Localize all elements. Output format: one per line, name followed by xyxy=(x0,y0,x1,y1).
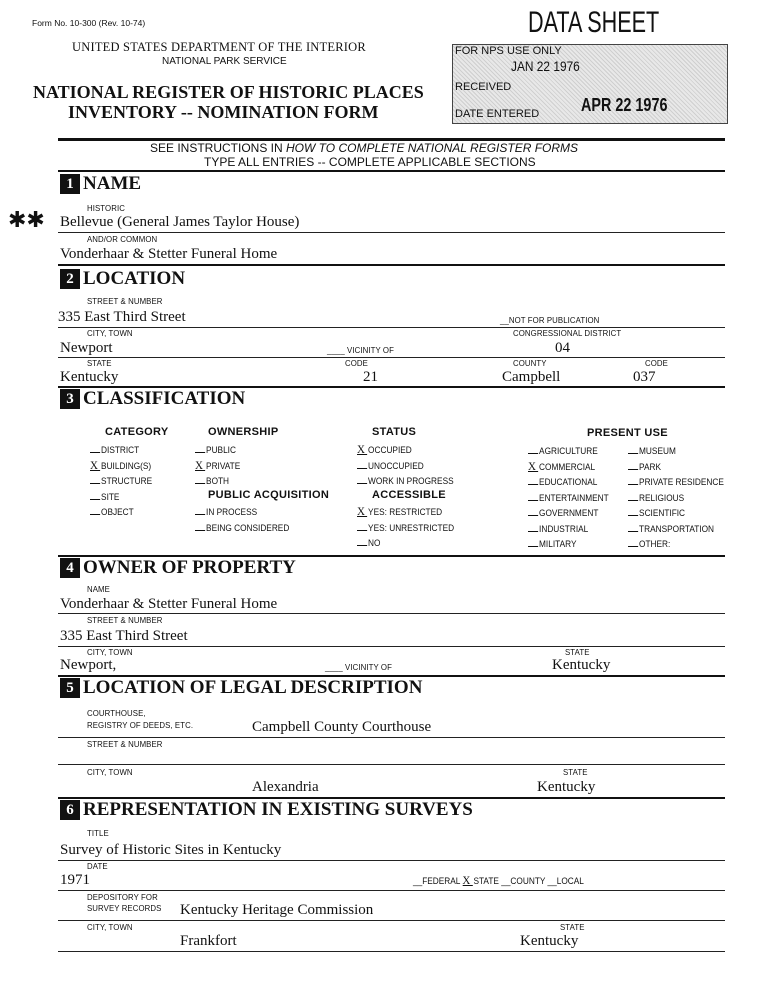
common-label: AND/OR COMMON xyxy=(87,234,158,244)
form-title-line2: INVENTORY -- NOMINATION FORM xyxy=(68,102,379,122)
blank-mark xyxy=(357,545,367,546)
asterisks-mark: ✱✱ xyxy=(8,207,45,232)
option-accessible xyxy=(357,504,443,518)
option-public-acquisition xyxy=(195,507,257,518)
blank-mark xyxy=(90,514,100,515)
present-use-heading: PRESENT USE xyxy=(587,427,668,439)
depository-label-1: DEPOSITORY FOR xyxy=(87,892,158,902)
nps-use-stamp xyxy=(452,44,728,124)
option-label: BEING CONSIDERED xyxy=(206,522,290,533)
code-value: 21 xyxy=(363,369,378,385)
survey-level-options: __FEDERAL X STATE __COUNTY __LOCAL xyxy=(413,873,584,887)
county-label: COUNTY xyxy=(513,358,547,368)
option-present-use-2 xyxy=(628,477,724,488)
received-date: JAN 22 1976 xyxy=(511,58,580,74)
congressional-value: 04 xyxy=(555,340,570,356)
blank-mark xyxy=(628,484,638,485)
section-name-header: 1 NAME xyxy=(60,174,141,194)
blank-mark xyxy=(528,500,538,501)
option-status xyxy=(357,442,412,456)
public-acquisition-heading: PUBLIC ACQUISITION xyxy=(208,489,330,501)
blank-mark xyxy=(195,514,205,515)
divider xyxy=(58,232,725,233)
option-present-use-1 xyxy=(528,524,588,535)
option-label: PARK xyxy=(639,461,661,472)
divider xyxy=(58,920,725,921)
department: UNITED STATES DEPARTMENT OF THE INTERIOR xyxy=(72,40,366,54)
blank-mark xyxy=(628,500,638,501)
section-legal-header: 5 LOCATION OF LEGAL DESCRIPTION xyxy=(60,678,422,698)
instructions-line2: TYPE ALL ENTRIES -- COMPLETE APPLICABLE SECTIONS xyxy=(204,155,536,169)
blank-mark xyxy=(90,499,100,500)
blank-mark xyxy=(528,531,538,532)
depository-value: Kentucky Heritage Commission xyxy=(180,902,374,918)
code-label: CODE xyxy=(345,358,368,368)
survey-date: 1971 xyxy=(60,872,90,888)
blank-mark xyxy=(628,453,638,454)
owner-street-label: STREET & NUMBER xyxy=(87,615,163,625)
courthouse-label-2: REGISTRY OF DEEDS, ETC. xyxy=(87,720,194,730)
legal-city: Alexandria xyxy=(252,779,319,795)
option-label: MILITARY xyxy=(539,539,577,549)
county-code-value: 037 xyxy=(633,369,656,385)
historic-name: Bellevue (General James Taylor House) xyxy=(60,214,300,230)
city-label: CITY, TOWN xyxy=(87,328,133,338)
option-present-use-2 xyxy=(628,539,670,550)
state-value: Kentucky xyxy=(60,369,119,385)
legal-street-label: STREET & NUMBER xyxy=(87,739,163,749)
street-label: STREET & NUMBER xyxy=(87,296,163,306)
option-label: YES: UNRESTRICTED xyxy=(368,522,455,533)
checked-mark: X xyxy=(528,462,538,472)
section-classification-header: 3 CLASSIFICATION xyxy=(60,389,245,409)
street-value: 335 East Third Street xyxy=(58,309,186,325)
form-title-line1: NATIONAL REGISTER OF HISTORIC PLACES xyxy=(33,82,424,102)
option-present-use-2 xyxy=(628,524,714,535)
option-present-use-2 xyxy=(628,446,676,457)
checked-mark: X xyxy=(357,507,367,517)
option-category xyxy=(90,492,119,503)
option-label: BUILDING(S) xyxy=(101,460,152,471)
option-label: GOVERNMENT xyxy=(539,508,599,518)
vicinity-of: ____ VICINITY OF xyxy=(327,345,394,355)
legal-city-label: CITY, TOWN xyxy=(87,767,133,777)
survey-date-label: DATE xyxy=(87,861,108,871)
option-label: OCCUPIED xyxy=(368,445,412,455)
option-category xyxy=(90,476,152,487)
option-category xyxy=(90,445,139,456)
survey-title: Survey of Historic Sites in Kentucky xyxy=(60,842,282,858)
option-status xyxy=(357,461,424,472)
owner-name-label: NAME xyxy=(87,584,110,594)
city-value: Newport xyxy=(60,340,113,356)
option-ownership xyxy=(195,445,236,456)
option-status xyxy=(357,476,454,487)
survey-title-label: TITLE xyxy=(87,828,109,838)
option-label: MUSEUM xyxy=(639,446,676,456)
county-value: Campbell xyxy=(502,369,561,385)
option-label: RELIGIOUS xyxy=(639,492,685,503)
blank-mark xyxy=(195,483,205,484)
checked-mark: X xyxy=(195,461,205,471)
option-label: PRIVATE xyxy=(206,460,241,471)
blank-mark xyxy=(357,468,367,469)
option-label: INDUSTRIAL xyxy=(539,523,589,534)
divider xyxy=(58,264,725,266)
option-label: TRANSPORTATION xyxy=(639,523,715,534)
divider xyxy=(58,737,725,738)
received-label: RECEIVED xyxy=(455,81,512,93)
option-present-use-1 xyxy=(528,539,576,550)
owner-name: Vonderhaar & Stetter Funeral Home xyxy=(60,596,278,612)
option-public-acquisition xyxy=(195,523,289,534)
blank-mark xyxy=(357,530,367,531)
status-heading: STATUS xyxy=(372,426,417,438)
owner-vicinity-of: ____ VICINITY OF xyxy=(325,662,392,672)
service: NATIONAL PARK SERVICE xyxy=(162,56,287,67)
option-present-use-1 xyxy=(528,477,597,488)
divider xyxy=(58,327,725,328)
option-present-use-2 xyxy=(628,493,684,504)
owner-city-label: CITY, TOWN xyxy=(87,647,133,657)
option-label: COMMERCIAL xyxy=(539,461,596,472)
common-name: Vonderhaar & Stetter Funeral Home xyxy=(60,246,278,262)
option-label: SITE xyxy=(101,491,120,502)
blank-mark xyxy=(628,515,638,516)
survey-state-label: STATE xyxy=(560,922,585,932)
option-label: IN PROCESS xyxy=(206,507,258,517)
category-heading: CATEGORY xyxy=(105,426,169,438)
blank-mark xyxy=(528,515,538,516)
option-label: NO xyxy=(368,538,381,548)
option-present-use-1 xyxy=(528,493,609,504)
blank-mark xyxy=(528,546,538,547)
form-number: Form No. 10-300 (Rev. 10-74) xyxy=(32,18,146,28)
owner-city: Newport, xyxy=(60,657,117,673)
divider xyxy=(58,764,725,765)
option-label: BOTH xyxy=(206,476,230,486)
blank-mark xyxy=(628,531,638,532)
option-label: AGRICULTURE xyxy=(539,446,598,456)
date-entered-label: DATE ENTERED xyxy=(455,108,540,120)
option-present-use-1 xyxy=(528,458,596,473)
blank-mark xyxy=(195,452,205,453)
option-label: PUBLIC xyxy=(206,445,236,455)
checked-mark: X xyxy=(357,445,367,455)
depository-label-2: SURVEY RECORDS xyxy=(87,903,162,913)
divider xyxy=(58,357,725,358)
option-accessible xyxy=(357,523,454,534)
option-label: ENTERTAINMENT xyxy=(539,492,609,503)
date-entered: APR 22 1976 xyxy=(581,95,668,115)
courthouse-label-1: COURTHOUSE, xyxy=(87,708,146,718)
nps-use-label: FOR NPS USE ONLY xyxy=(455,45,562,57)
option-label: EDUCATIONAL xyxy=(539,477,598,487)
state-label: STATE xyxy=(87,358,112,368)
option-present-use-1 xyxy=(528,446,598,457)
blank-mark xyxy=(528,453,538,454)
courthouse-value: Campbell County Courthouse xyxy=(252,719,432,735)
survey-city: Frankfort xyxy=(180,933,237,949)
ownership-heading: OWNERSHIP xyxy=(208,426,279,438)
option-present-use-2 xyxy=(628,462,661,473)
congressional-label: CONGRESSIONAL DISTRICT xyxy=(513,328,622,338)
option-ownership xyxy=(195,457,241,472)
divider xyxy=(58,860,725,861)
county-code-label: CODE xyxy=(645,358,668,368)
option-category xyxy=(90,507,134,518)
divider xyxy=(58,646,725,647)
option-label: UNOCCUPIED xyxy=(368,460,424,471)
blank-mark xyxy=(195,530,205,531)
accessible-heading: ACCESSIBLE xyxy=(372,489,446,501)
owner-state: Kentucky xyxy=(552,657,611,673)
legal-state: Kentucky xyxy=(537,779,596,795)
instructions-line1: SEE INSTRUCTIONS IN HOW TO COMPLETE NATIONAL REGISTER FORMS xyxy=(150,141,579,155)
option-accessible xyxy=(357,538,380,549)
option-label: YES: RESTRICTED xyxy=(368,507,443,517)
historic-label: HISTORIC xyxy=(87,203,125,213)
divider xyxy=(58,890,725,891)
section-location-header: 2 LOCATION xyxy=(60,269,185,289)
data-sheet-label: DATA SHEET xyxy=(528,6,660,39)
survey-city-label: CITY, TOWN xyxy=(87,922,133,932)
option-label: DISTRICT xyxy=(101,445,140,455)
option-category xyxy=(90,457,152,472)
option-label: STRUCTURE xyxy=(101,476,153,486)
blank-mark xyxy=(90,483,100,484)
option-ownership xyxy=(195,476,229,487)
blank-mark xyxy=(357,483,367,484)
survey-state: Kentucky xyxy=(520,933,579,949)
checked-mark: X xyxy=(90,461,100,471)
blank-mark xyxy=(90,452,100,453)
option-label: WORK IN PROGRESS xyxy=(368,476,454,486)
option-label: SCIENTIFIC xyxy=(639,508,686,518)
section-owner-header: 4 OWNER OF PROPERTY xyxy=(60,558,296,578)
option-label: PRIVATE RESIDENCE xyxy=(639,477,724,487)
divider xyxy=(58,951,725,952)
owner-state-label: STATE xyxy=(565,647,590,657)
blank-mark xyxy=(628,469,638,470)
option-present-use-1 xyxy=(528,508,598,519)
section-surveys-header: 6 REPRESENTATION IN EXISTING SURVEYS xyxy=(60,800,473,820)
divider xyxy=(58,613,725,614)
divider xyxy=(58,170,725,172)
option-label: OTHER: xyxy=(639,539,671,549)
blank-mark xyxy=(528,484,538,485)
option-label: OBJECT xyxy=(101,507,134,517)
not-for-publication: __NOT FOR PUBLICATION xyxy=(500,315,600,325)
legal-state-label: STATE xyxy=(563,767,588,777)
owner-street: 335 East Third Street xyxy=(60,628,188,644)
blank-mark xyxy=(628,546,638,547)
option-present-use-2 xyxy=(628,508,685,519)
